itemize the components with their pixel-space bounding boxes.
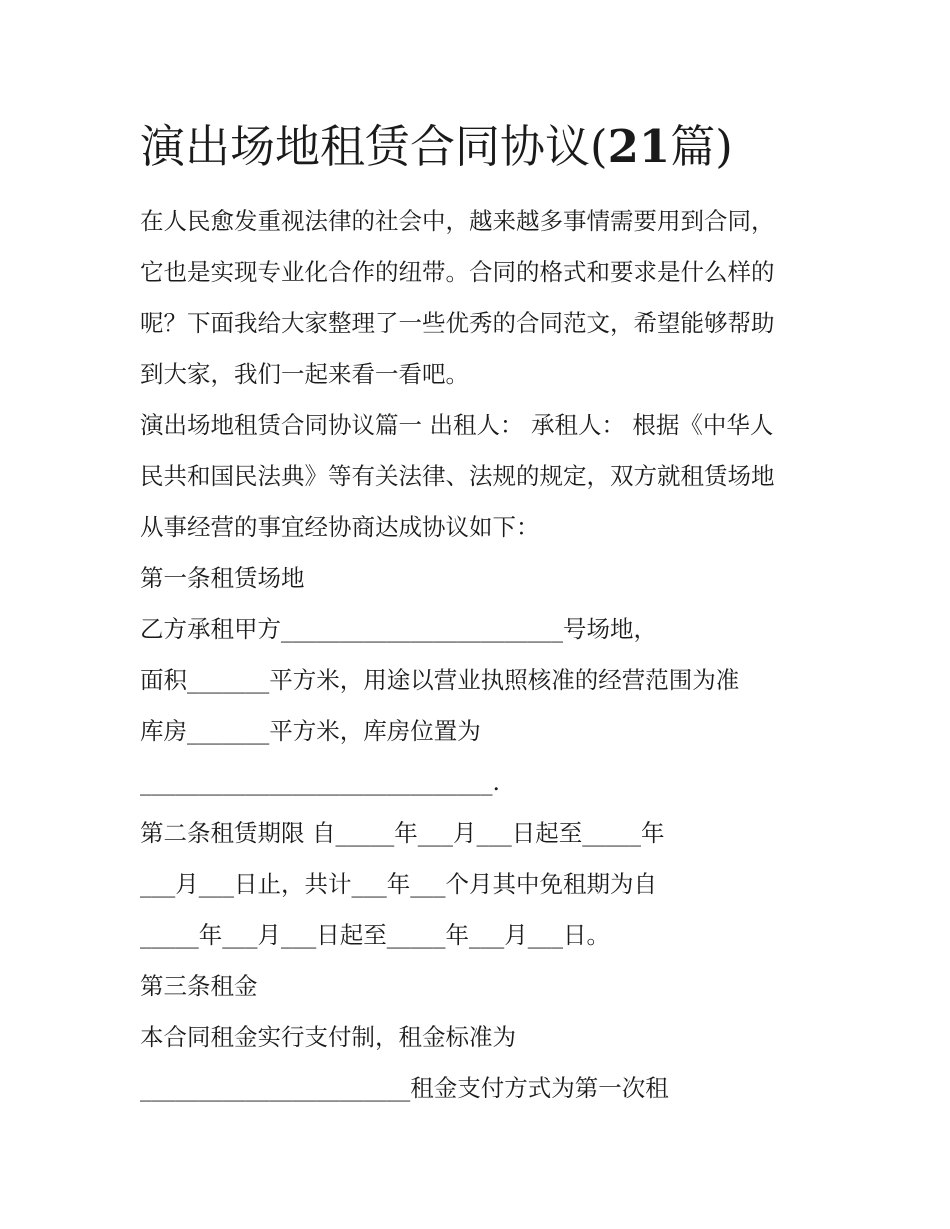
text-line: 乙方承租甲方________________________号场地， [140,615,657,643]
text-line: 本合同租金实行支付制，租金标准为 [140,1023,516,1051]
title-suffix: 篇) [670,120,733,173]
text-line: 从事经营的事宜经协商达成协议如下： [140,513,540,541]
section-heading: 第三条租金 [140,972,258,1000]
text-line: _____年___月___日起至_____年___月___日。 [140,921,610,949]
title-count: 21 [607,120,671,173]
text-line: 呢？下面我给大家整理了一些优秀的合同范文，希望能够帮助 [140,309,775,337]
section-heading: 第一条租赁场地 [140,564,305,592]
text-line: 演出场地租赁合同协议篇一 出租人： 承租人： 根据《中华人 [140,411,774,439]
text-line: 第二条租赁期限 自_____年___月___日起至_____年 [140,819,665,847]
text-line: 它也是实现专业化合作的纽带。合同的格式和要求是什么样的 [140,258,775,286]
document-title [140,112,840,182]
text-line: 面积_______平方米，用途以营业执照核准的经营范围为准 [140,666,740,694]
text-line: _______________________租金支付方式为第一次租 [140,1074,669,1102]
text-line: 在人民愈发重视法律的社会中，越来越多事情需要用到合同， [140,207,775,235]
text-line: ______________________________. [140,768,500,796]
text-line: 到大家，我们一起来看一看吧。 [140,360,469,388]
text-line: 民共和国民法典》等有关法律、法规的规定，双方就租赁场地 [140,462,775,490]
title-prefix: 演出场地租赁合同协议( [140,120,608,173]
text-line: ___月___日止，共计___年___个月其中免租期为自 [140,870,657,898]
text-line: 库房_______平方米，库房位置为 [140,717,481,745]
